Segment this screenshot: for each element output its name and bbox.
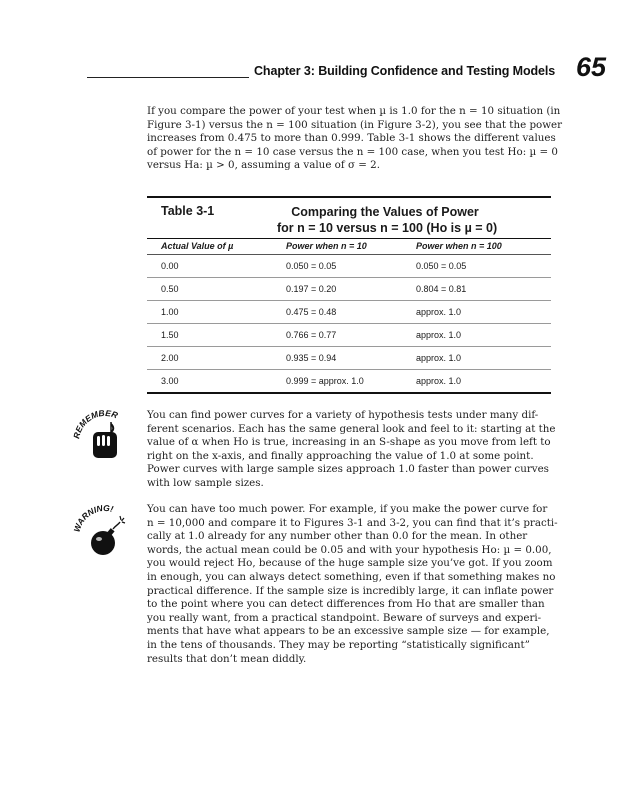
table-cell: approx. 1.0 (416, 330, 462, 340)
text-line: in the tens of thousands. They may be reporting “statistically significant” (147, 638, 530, 651)
table-cell: 0.766 = 0.77 (286, 330, 337, 340)
remember-paragraph (147, 409, 556, 491)
table-cell: 0.50 (161, 284, 179, 294)
text-line: you would reject Ho, because of the huge sample size you’ve got. If you zoom (147, 557, 553, 570)
text-line: you really want, from a practical standpoint. Beware of surveys and experi- (147, 611, 542, 624)
table-cell: 0.050 = 0.05 (416, 261, 467, 271)
table-header-row (147, 239, 551, 254)
table-cell: 0.935 = 0.94 (286, 353, 337, 363)
table-cell: 0.475 = 0.48 (286, 307, 337, 317)
text-line: You can find power curves for a variety of hypothesis tests under many dif- (147, 409, 539, 421)
warning-icon-label: ARNING! (74, 503, 115, 527)
text-line: If you compare the power of your test when µ is 1.0 for the n = 10 situation (in (147, 105, 561, 117)
text-line: value of α when Ho is true, increasing in an S-shape as you move from left to (147, 436, 551, 449)
column-header: Actual Value of µ (161, 241, 234, 251)
text-line: ferent scenarios. Each has the same general look and feel to it: starting at the (147, 422, 556, 435)
warning-bomb-icon (73, 503, 133, 563)
table-row (147, 323, 551, 346)
table-row (147, 369, 551, 392)
table-row (147, 346, 551, 369)
text-line: You can have too much power. For example, if you make the power curve for (147, 503, 548, 515)
table-cell: 0.00 (161, 261, 179, 271)
remember-icon (73, 408, 133, 468)
column-header: Power when n = 10 (286, 241, 367, 251)
table-cell: 2.00 (161, 353, 179, 363)
remember-icon-label: EMEMBER (73, 408, 120, 434)
table-cell: 1.50 (161, 330, 179, 340)
svg-text:WARNING! (73, 503, 115, 533)
text-line: n = 10,000 and compare it to Figures 3-1 and 3-2, you can find that it’s practi- (147, 516, 558, 529)
text-line: with low sample sizes. (147, 476, 264, 489)
chapter-title: Chapter 3: Building Confidence and Testing Models (254, 64, 556, 78)
table-row (147, 300, 551, 323)
table-cell: 3.00 (161, 376, 179, 386)
table-cell: 0.197 = 0.20 (286, 284, 337, 294)
text-line: in enough, you can always detect something, even if that something makes no (147, 570, 556, 583)
table-title (277, 204, 498, 236)
table-cell: approx. 1.0 (416, 307, 462, 317)
table-cell: 1.00 (161, 307, 179, 317)
warning-paragraph (147, 503, 558, 666)
table-cell: 0.999 = approx. 1.0 (286, 376, 364, 386)
table-row (147, 255, 551, 277)
text-line: of power for the n = 10 case versus the n = 100 case, when you test Ho: µ = 0 (147, 145, 558, 158)
text-line: to the point where you can detect differences from Ho that are smaller than (147, 598, 545, 611)
table-row (147, 277, 551, 300)
header-rule (87, 77, 249, 78)
text-line: increases from 0.475 to more than 0.999. Table 3-1 shows the different values (147, 132, 556, 145)
text-line: cally at 1.0 already for any number other than 0.0 for the mean. In other (147, 530, 528, 543)
intro-paragraph (147, 105, 562, 173)
text-line: practical difference. If the sample size is incredibly large, it can inflate power (147, 584, 554, 597)
column-header: Power when n = 100 (416, 241, 502, 251)
table-cell: 0.804 = 0.81 (416, 284, 467, 294)
text-line: results that don’t mean diddly. (147, 652, 307, 665)
table-cell: approx. 1.0 (416, 376, 462, 386)
table-label: Table 3-1 (161, 204, 215, 218)
table-cell: 0.050 = 0.05 (286, 261, 337, 271)
table-cell: approx. 1.0 (416, 353, 462, 363)
table-title-line: for n = 10 versus n = 100 (Ho is µ = 0) (277, 221, 498, 235)
power-table (147, 196, 551, 394)
text-line: versus Ha: µ > 0, assuming a value of σ = 2. (147, 159, 380, 172)
page-number: 65 (576, 52, 607, 82)
text-line: Power curves with large sample sizes approach 1.0 faster than power curves (147, 463, 549, 476)
text-line: right on the x-axis, and finally approaching the value of 1.0 at some point. (147, 449, 534, 462)
text-line: Figure 3-1) versus the n = 100 situation (in Figure 3-2), you see that the power (147, 118, 563, 131)
text-line: ments that have what appears to be an excessive sample size — for example, (147, 625, 550, 638)
text-line: words, the actual mean could be 0.05 and with your hypothesis Ho: µ = 0.00, (147, 543, 552, 556)
table-title-line: Comparing the Values of Power (291, 205, 479, 219)
